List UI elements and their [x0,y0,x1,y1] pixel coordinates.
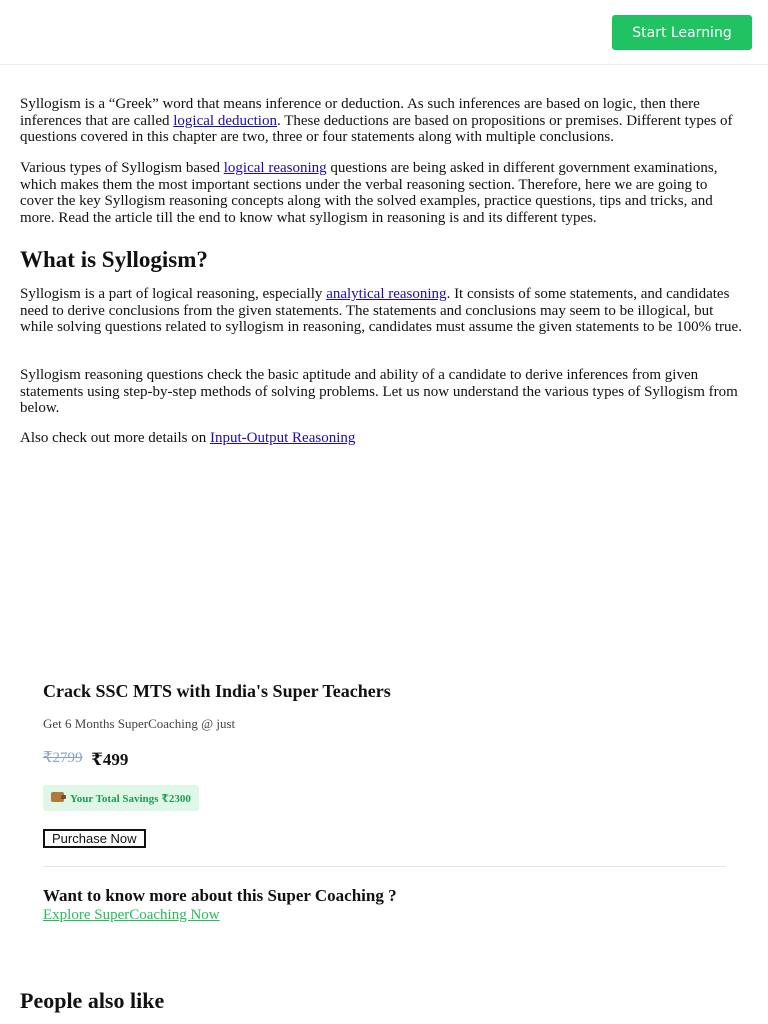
purchase-now-button[interactable]: Purchase Now [43,829,146,848]
top-bar [0,0,768,65]
wallet-icon [51,792,64,802]
divider [43,866,726,867]
section-paragraph-3: Also check out more details on Input-Output Reasoning [20,430,356,446]
analytical-reasoning-link[interactable]: analytical reasoning [326,286,447,302]
input-output-reasoning-link[interactable]: Input-Output Reasoning [209,430,356,446]
promo-subtitle: Get 6 Months SuperCoaching @ just [43,716,236,731]
savings-badge [43,785,199,811]
discounted-price: ₹499 [91,750,129,769]
section-paragraph-1: Syllogism is a part of logical reasoning, especially analytical reasoning. It consists of some statements, and candidates need to derive conclusions from the given statements. The statements and conclusions may seem to be illogical, but while solving questions related to syllogism in reasoning, candidates must assume the given statements to be 100% true. [20,286,742,335]
logical-deduction-link[interactable]: logical deduction [173,112,277,129]
savings-text: Your Total Savings ₹2300 [70,792,191,805]
more-info-question: Want to know more about this Super Coaching ? [43,886,397,905]
supercoaching-promo [43,678,726,938]
intro-paragraph-2: Various types of Syllogism based logical reasoning questions are being asked in different government examinations, which makes them the most important sections under the verbal reasoning section. Therefore, here we are going to cover the key Syllogism reasoning concepts along with the solved examples, practice questions, tips and tricks, and more. Read the article till the end to know what syllogism in reasoning is and its different types. [20,160,718,226]
start-learning-button[interactable]: Start Learning [612,15,752,50]
explore-supercoaching-link[interactable]: Explore SuperCoaching Now [43,907,220,923]
original-price: ₹2799 [43,750,83,766]
section-paragraph-2: Syllogism reasoning questions check the basic aptitude and ability of a candidate to derive inferences from given statements using step-by-step methods of solving problems. Let us now understand the various types of Syllogism from below. [20,367,738,416]
section-heading: What is Syllogism? [20,247,208,272]
promo-title: Crack SSC MTS with India's Super Teachers [43,681,391,701]
logical-reasoning-link[interactable]: logical reasoning [223,160,327,176]
intro-paragraph-1: Syllogism is a “Greek” word that means inference or deduction. As such inferences are based on logic, then there inferences that are called logical deduction. These deductions are based on propositions or premises. Different types of questions covered in this chapter are two, three or four statements along with multiple conclusions. [20,96,733,145]
people-also-like-heading: People also like [20,988,165,1013]
